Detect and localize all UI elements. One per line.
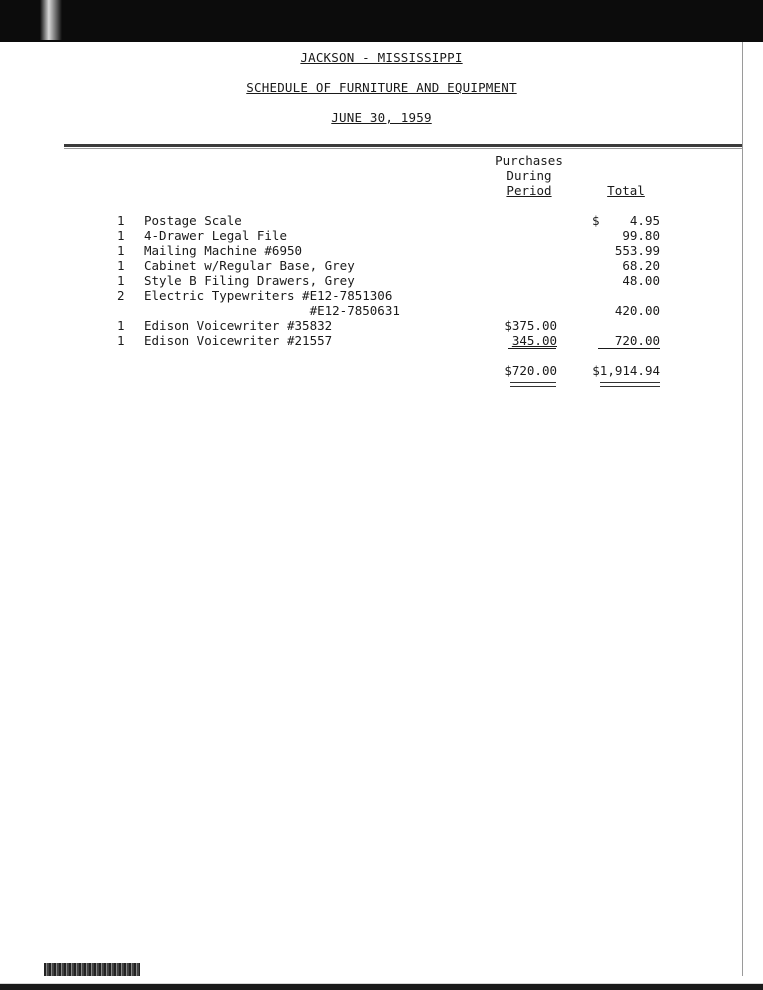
- item-description: Mailing Machine #6950: [144, 243, 303, 258]
- purchases-double-rule: [510, 382, 556, 387]
- item-purchases: $375.00: [504, 318, 557, 333]
- item-qty: 1: [117, 228, 125, 243]
- table-row: [0, 273, 763, 288]
- item-description: 4-Drawer Legal File: [144, 228, 287, 243]
- item-description: Edison Voicewriter #21557: [144, 333, 333, 348]
- table-row: [0, 303, 763, 318]
- col-header-purchases-line1: Purchases: [495, 153, 563, 168]
- table-row: [0, 213, 763, 228]
- page-edge-line: [742, 42, 743, 982]
- table-row: [0, 258, 763, 273]
- purchases-subtotal-rule: [508, 348, 556, 349]
- item-qty: 2: [117, 288, 125, 303]
- item-qty: 1: [117, 258, 125, 273]
- col-header-total: Total: [607, 183, 645, 198]
- header-location: JACKSON - MISSISSIPPI: [300, 50, 463, 65]
- item-total: 553.99: [614, 243, 660, 258]
- item-description: Style B Filing Drawers, Grey: [144, 273, 355, 288]
- total-subtotal-rule: [598, 348, 660, 349]
- totals-row: [0, 363, 763, 378]
- item-qty: 1: [117, 213, 125, 228]
- item-qty: 1: [117, 273, 125, 288]
- header-rule: [64, 144, 742, 147]
- item-total: 4.95: [629, 213, 660, 228]
- scan-top-band: [0, 0, 763, 42]
- item-qty: 1: [117, 333, 125, 348]
- item-total: 68.20: [622, 258, 660, 273]
- item-description: Electric Typewriters #E12-7851306: [144, 288, 393, 303]
- item-total: 99.80: [622, 228, 660, 243]
- purchases-grand-total: $720.00: [504, 363, 557, 378]
- scan-smudge: [40, 0, 62, 40]
- col-header-purchases-line3: Period: [506, 183, 552, 198]
- table-row: [0, 228, 763, 243]
- col-header-purchases-line2: During: [506, 168, 552, 183]
- total-double-rule: [600, 382, 660, 387]
- grand-total: $1,914.94: [592, 363, 660, 378]
- table-row: [0, 288, 763, 303]
- item-description: Postage Scale: [144, 213, 242, 228]
- item-qty: 1: [117, 243, 125, 258]
- header-date: JUNE 30, 1959: [331, 110, 432, 125]
- item-total: 720.00: [614, 333, 660, 348]
- dollar-sign: $: [592, 213, 600, 228]
- item-purchases: 345.00: [511, 333, 557, 348]
- item-description: Edison Voicewriter #35832: [144, 318, 333, 333]
- item-qty: 1: [117, 318, 125, 333]
- item-total: 420.00: [614, 303, 660, 318]
- col-header-purchases: [490, 153, 568, 198]
- item-description: Cabinet w/Regular Base, Grey: [144, 258, 355, 273]
- item-total: 48.00: [622, 273, 660, 288]
- table-row: [0, 243, 763, 258]
- header-rule-thin: [64, 148, 742, 149]
- item-description: #E12-7850631: [144, 303, 400, 318]
- table-row: [0, 333, 763, 348]
- table-row: [0, 318, 763, 333]
- header-schedule-title: SCHEDULE OF FURNITURE AND EQUIPMENT: [246, 80, 517, 95]
- scan-bottom-band: [0, 976, 763, 990]
